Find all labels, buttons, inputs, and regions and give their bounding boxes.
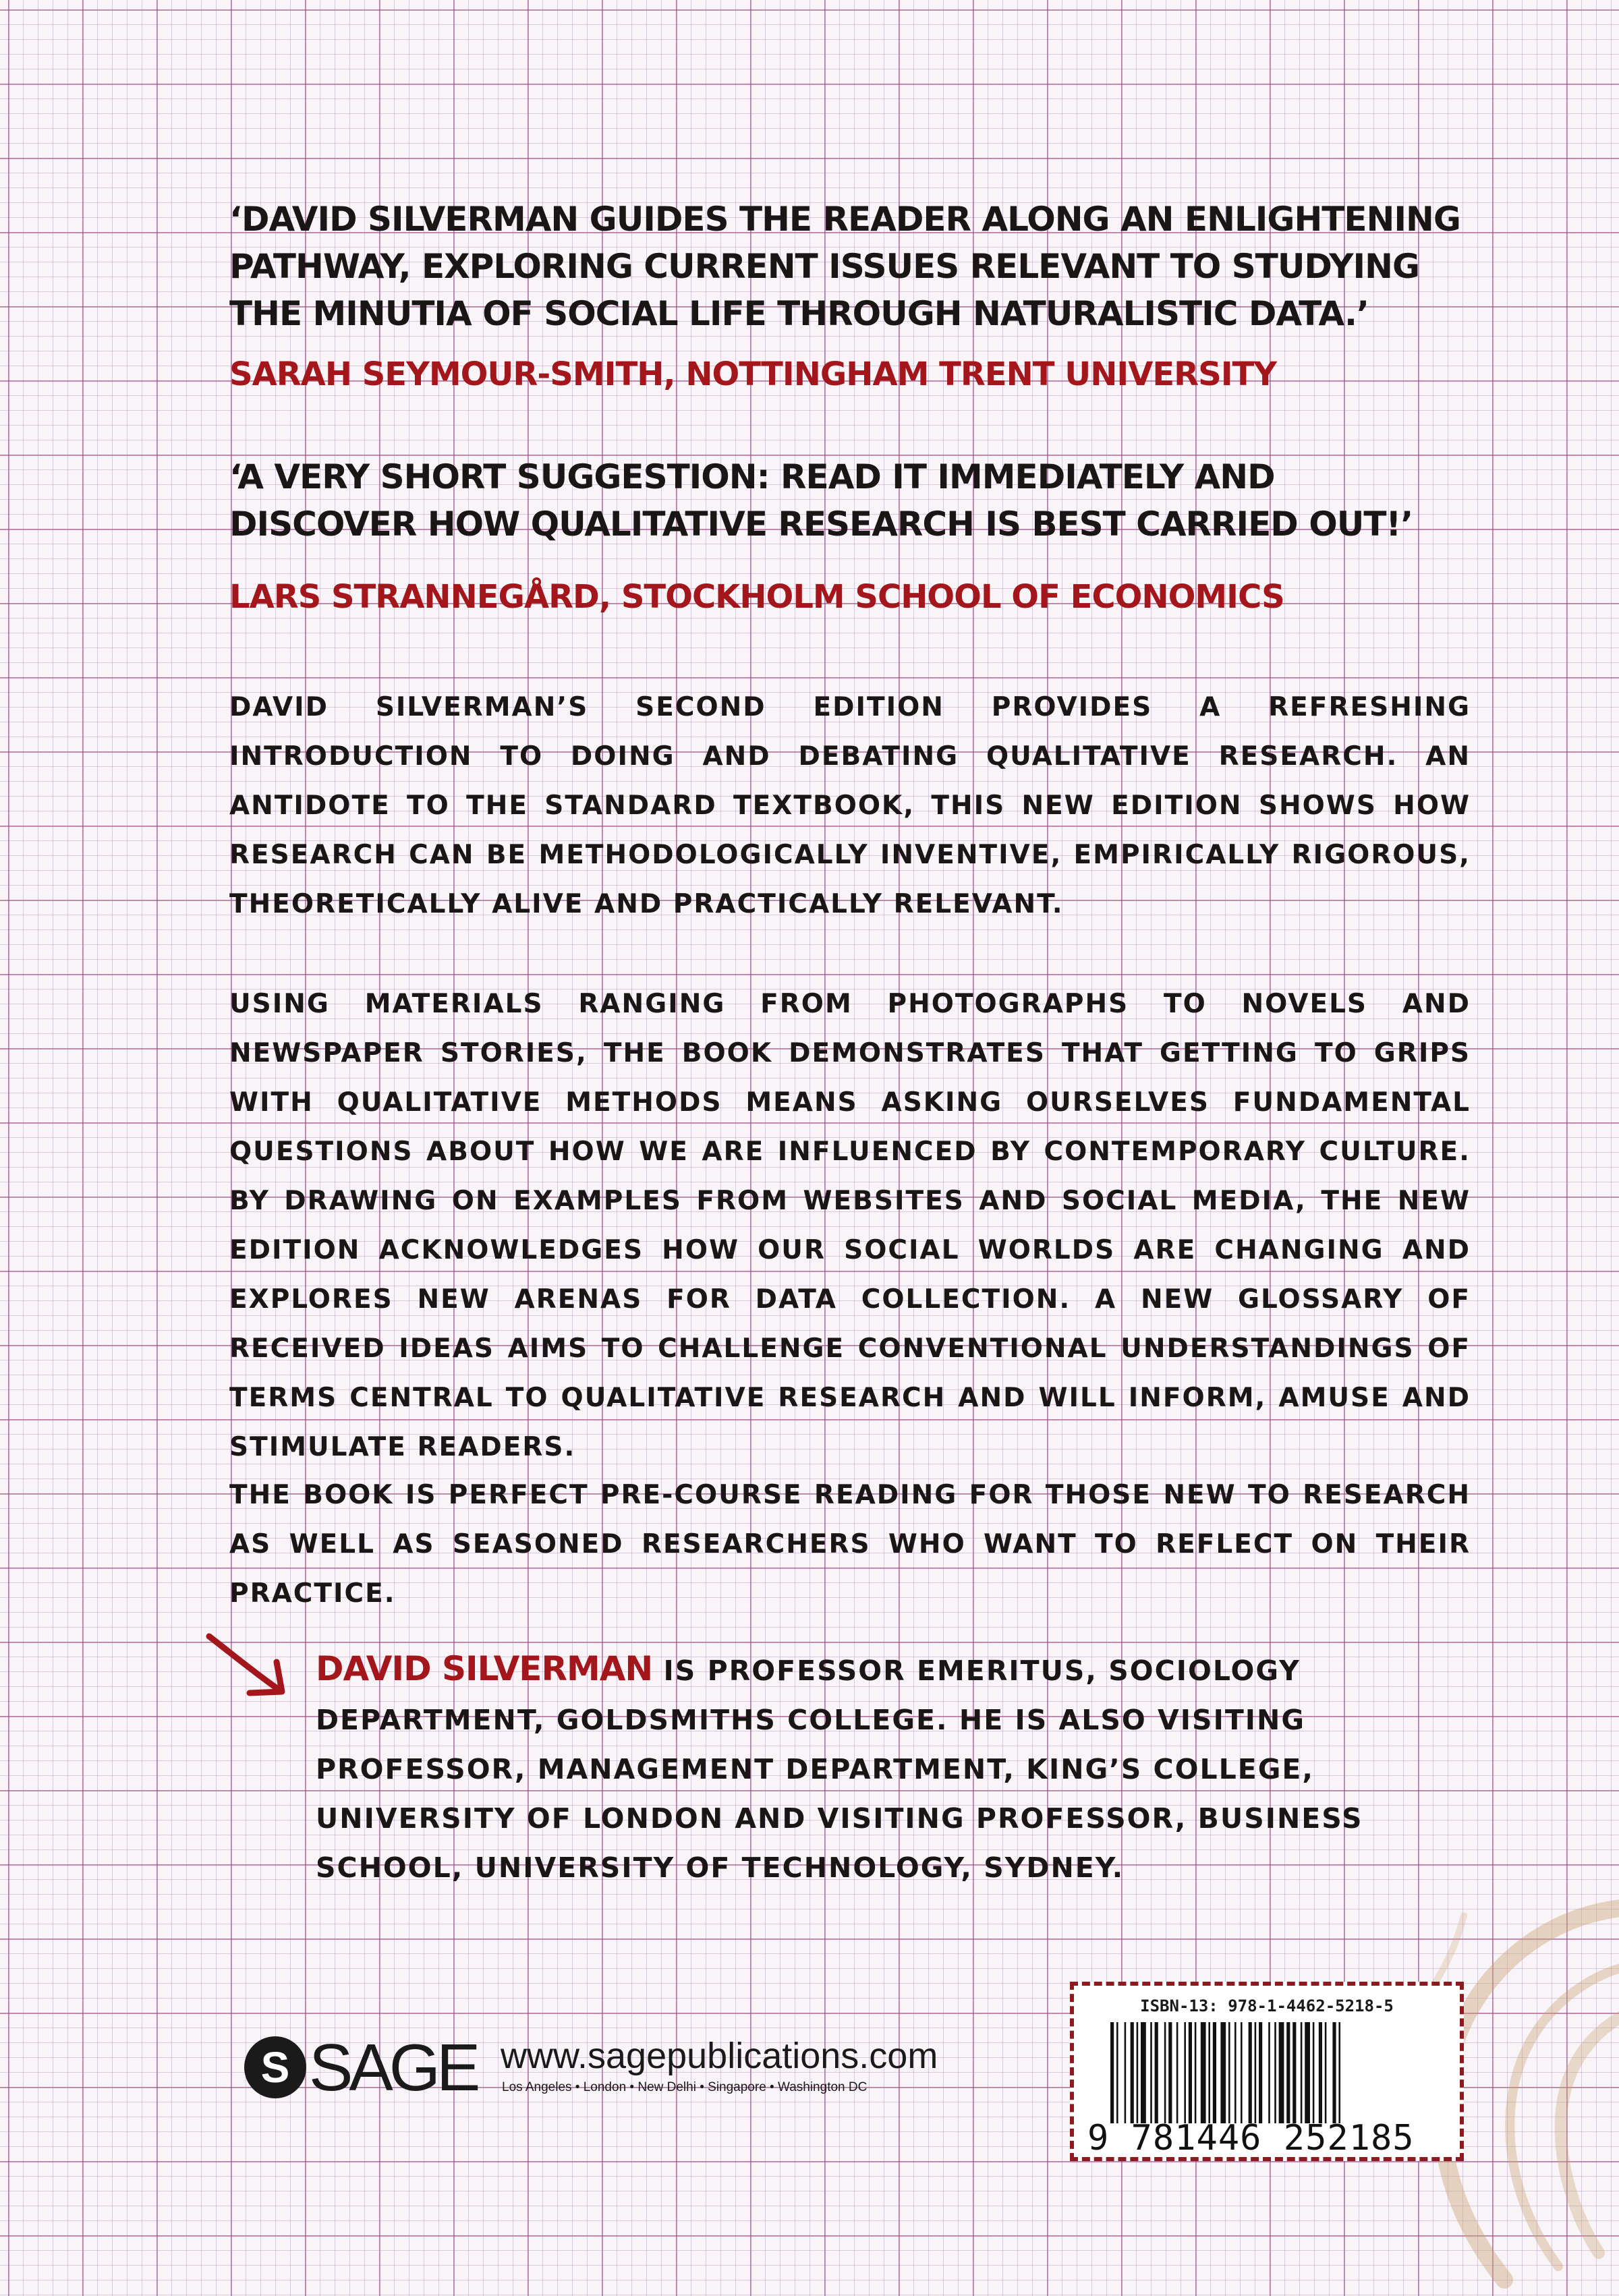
publisher-cities: Los Angeles • London • New Delhi • Singapore • Washington DC bbox=[502, 2080, 868, 2094]
publisher-url: www.sagepublications.com bbox=[501, 2036, 938, 2076]
barcode-bars bbox=[1110, 2022, 1441, 2123]
quote-1-text: ‘DAVID SILVERMAN GUIDES THE READER ALONG AN ENLIGHTENING PATHWAY, EXPLORING CURRENT ISSUES RELEVANT TO STUDYING THE MINUTIA OF SOCIAL LIFE THROUGH NATURALISTIC DATA.’ bbox=[229, 200, 1460, 333]
author-bio-text: IS PROFESSOR EMERITUS, SOCIOLOGY DEPARTMENT, GOLDSMITHS COLLEGE. HE IS ALSO VISITING PROFESSOR, MANAGEMENT DEPARTMENT, KING’S COLLEGE, UNIVERSITY OF LONDON AND VISITING PROFESSOR, BUSINESS SCHOOL, UNIVERSITY OF TECHNOLOGY, SYDNEY. bbox=[316, 1655, 1363, 1884]
sage-logo-icon bbox=[244, 2030, 476, 2104]
author-name: DAVID SILVERMAN bbox=[316, 1649, 653, 1688]
description-paragraph-3: THE BOOK IS PERFECT PRE-COURSE READING FOR THOSE NEW TO RESEARCH AS WELL AS SEASONED RESEARCHERS WHO WANT TO REFLECT ON THEIR PRACTICE. bbox=[229, 1480, 1471, 1609]
barcode-box bbox=[1070, 1982, 1464, 2161]
sage-logo-mark: S bbox=[244, 2036, 306, 2098]
hand-drawn-arrow-icon bbox=[202, 1624, 304, 1712]
publisher-block bbox=[244, 2030, 986, 2104]
description-paragraph-2: USING MATERIALS RANGING FROM PHOTOGRAPHS TO NOVELS AND NEWSPAPER STORIES, THE BOOK DEMONSTRATES THAT GETTING TO GRIPS WITH QUALITATIVE METHODS MEANS ASKING OURSELVES FUNDAMENTAL QUESTIONS ABOUT HOW WE ARE INFLUENCED BY CONTEMPORARY CULTURE. BY DRAWING ON EXAMPLES FROM WEBSITES AND SOCIAL MEDIA, THE NEW EDITION ACKNOWLEDGES HOW OUR SOCIAL WORLDS ARE CHANGING AND EXPLORES NEW ARENAS FOR DATA COLLECTION. A NEW GLOSSARY OF RECEIVED IDEAS AIMS TO CHALLENGE CONVENTIONAL UNDERSTANDINGS OF TERMS CENTRAL TO QUALITATIVE RESEARCH AND WILL INFORM, AMUSE AND STIMULATE READERS. bbox=[229, 989, 1471, 1462]
quote-2-attribution: LARS STRANNEGÅRD, STOCKHOLM SCHOOL OF ECONOMICS bbox=[229, 578, 1284, 616]
isbn-digits: 9 781446 252185 bbox=[1087, 2118, 1415, 2158]
description-paragraph-1: DAVID SILVERMAN’S SECOND EDITION PROVIDES A REFRESHING INTRODUCTION TO DOING AND DEBATING QUALITATIVE RESEARCH. AN ANTIDOTE TO THE STANDARD TEXTBOOK, THIS NEW EDITION SHOWS HOW RESEARCH CAN BE METHODOLOGICALLY INVENTIVE, EMPIRICALLY RIGOROUS, THEORETICALLY ALIVE AND PRACTICALLY RELEVANT. bbox=[229, 692, 1471, 919]
quote-1-attribution: SARAH SEYMOUR-SMITH, NOTTINGHAM TRENT UNIVERSITY bbox=[229, 355, 1277, 393]
sage-logo-text: SAGE bbox=[309, 2030, 477, 2104]
author-bio bbox=[316, 1644, 1388, 1893]
isbn-label: ISBN-13: 978-1-4462-5218-5 bbox=[1140, 1997, 1394, 2015]
quote-2-text: ‘A VERY SHORT SUGGESTION: READ IT IMMEDIATELY AND DISCOVER HOW QUALITATIVE RESEARCH IS BEST CARRIED OUT!’ bbox=[229, 457, 1413, 544]
